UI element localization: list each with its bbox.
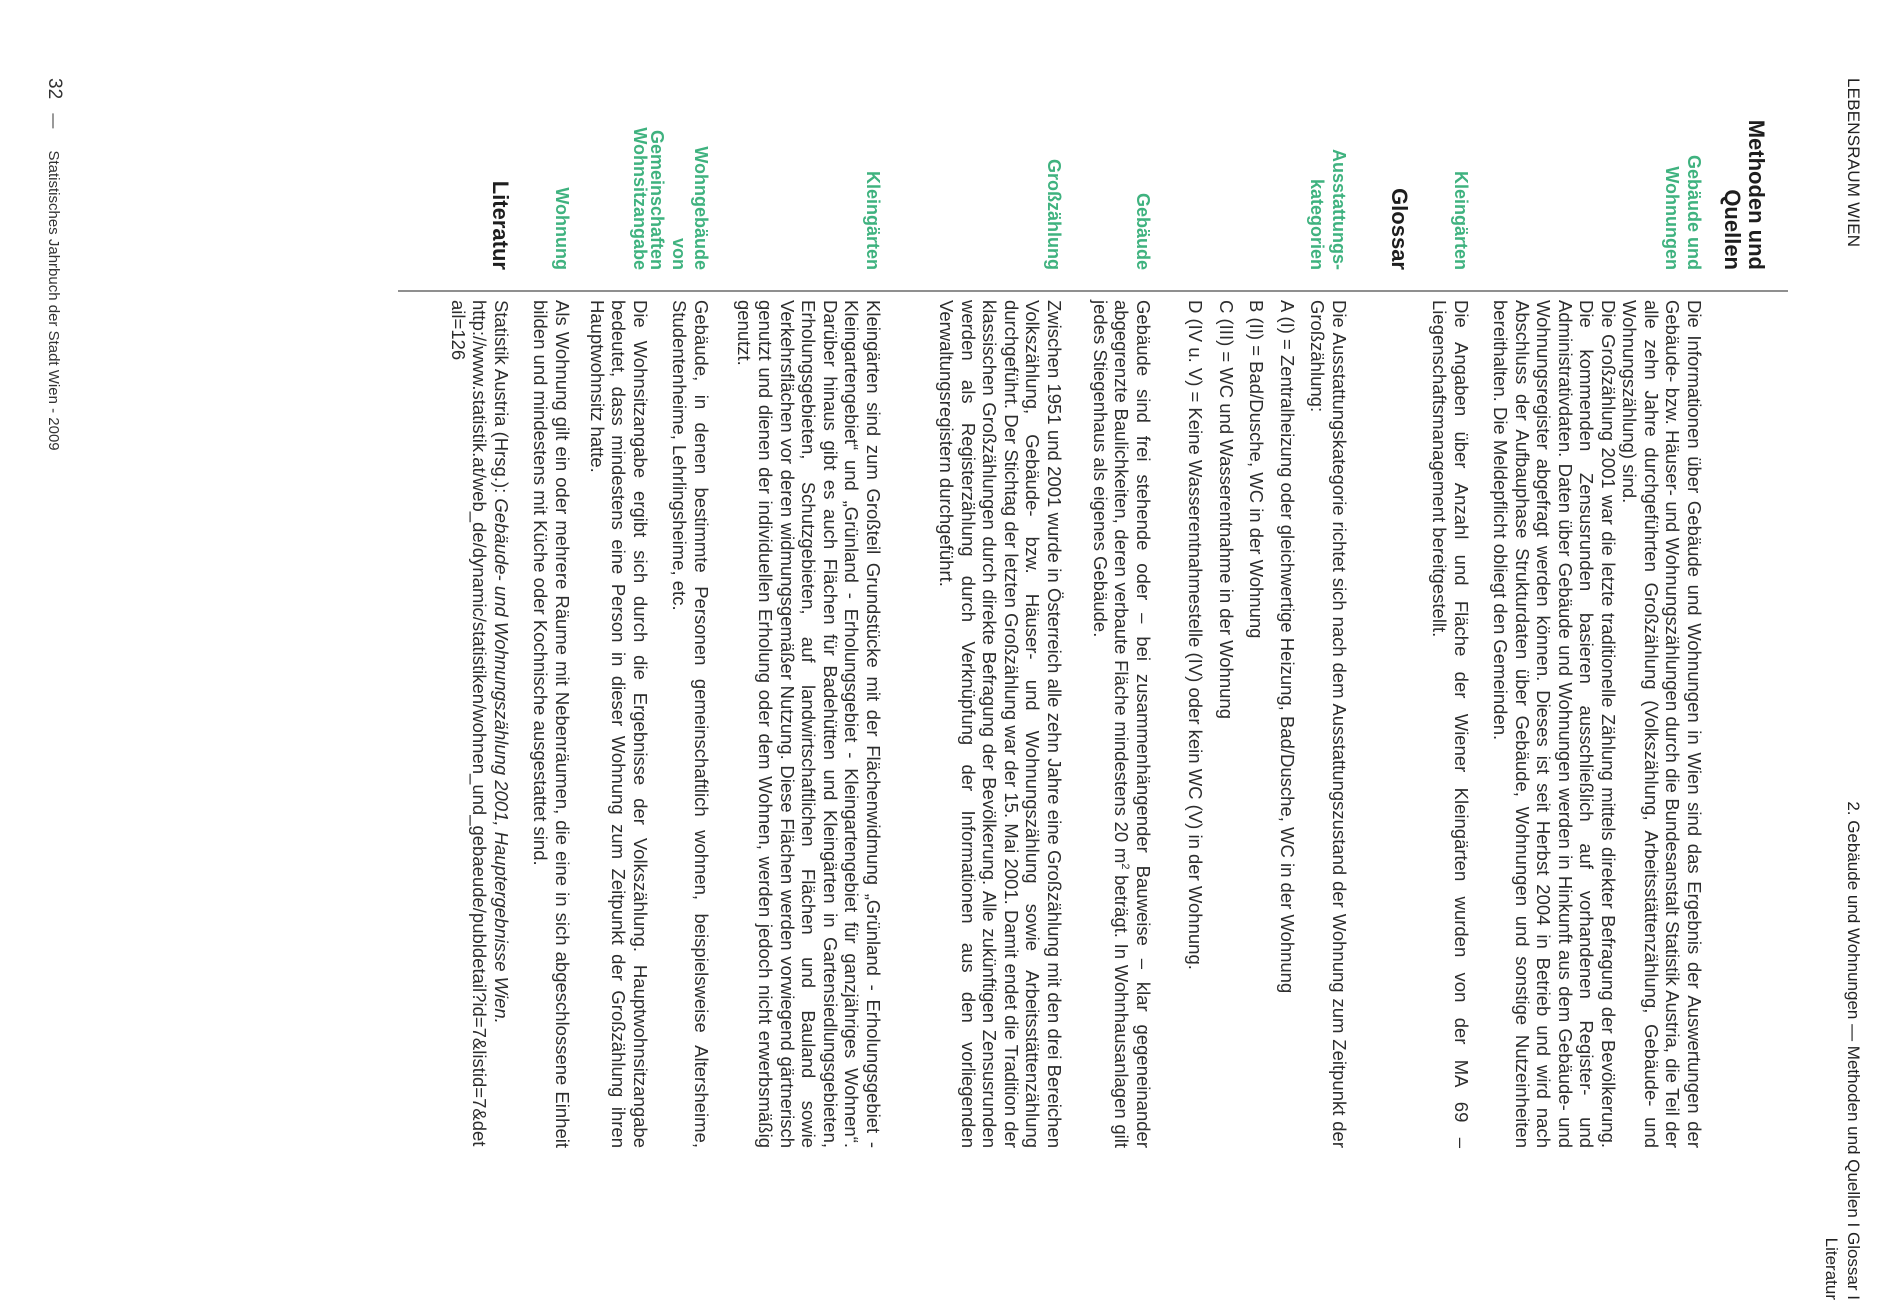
kategorie-b: B (II) = Bad/Dusche, WC in der Wohnung xyxy=(1246,300,1268,639)
ausstattung-intro: Die Ausstattungskategorie richtet sich nach dem Ausstattungszustand der Wohnung zum Zeitpunkt der Großzählung: xyxy=(1307,300,1350,1148)
kategorie-d: D (IV u. V) = Keine Wasserentnahmestelle (IV) oder kein WC (V) in der Wohnung. xyxy=(1185,300,1207,970)
wohngebaeude-label: Wohngebäude von Gemeinschaften xyxy=(647,129,711,270)
kategorie-a: A (I) = Zentralheizung oder gleichwertige Heizung, Bad/Dusche, WC in der Wohnung xyxy=(1277,300,1298,994)
gebaeude-text-part1: Gebäude sind frei stehende oder – bei zusammenhängender Bauweise – klar gegeneinander abgegrenzte Baulichkeiten, deren verbaute Fläche mindestens 20 m xyxy=(1111,300,1154,1148)
kleingaerten-glossar-text: Kleingärten sind zum Großteil Grundstücke mit der Flächenwidmung „Grünland - Erholungsgebiet - Kleingartengebiet“ und „Grünland - Erholungsgebiet - Kleingartengebiet für ganzjähriges Wohnen“. Darüber hinaus gibt es auch Flächen für Badehütten und Kleingärten in Gartensiedlungsgebieten, Erholungsgebieten, Schutzgebieten, auf landwirtschaftlichen Flächen und Bauland sowie Verkehrsflächen vor deren widmungsgemäßer Nutzung. Diese Flächen werden vorwiegend gärtnerisch genutzt und dienen der individuellen Erholung oder dem Wohnen, werden jedoch nicht erwerbsmäßig genutzt. xyxy=(734,300,884,1148)
ausstattung-label: Ausstattungs-kategorien xyxy=(1307,149,1349,270)
separator-rule xyxy=(398,290,1788,292)
kategorie-c: C (III) = WC und Wasserentnahme in der Wohnung xyxy=(1216,300,1237,720)
ausstattung-text xyxy=(1185,300,1350,1148)
gebaeude-text-superscript: 2 xyxy=(1119,863,1132,870)
wohngebaeude-text: Gebäude, in denen bestimmte Personen gemeinschaftlich wohnen, beispielsweise Altersheime, Studentenheime, Lehrlingsheime, etc. xyxy=(669,300,712,1148)
kleingaerten-label: Kleingärten xyxy=(1451,170,1471,270)
footer-dash: — xyxy=(45,113,62,129)
gebaeude-text-part2: beträgt. In Wohnhausanlagen gilt jedes Stiegenhaus als eigenes Gebäude. xyxy=(1090,300,1133,1148)
wohnung-label: Wohnung xyxy=(552,187,572,270)
gebaeude-paragraph-2: Die Großzählung 2001 war die letzte traditionelle Zählung mittels direkter Befragung der Bevölkerung. Die kommenden Zensusrunden basieren ausschließlich auf vorhandenen Register- und Administrativdaten. Daten über Gebäude und Wohnungen werden in Hinkunft aus dem Gebäude- und Wohnungsregister abgefragt werden können. Dieses ist seit Herbst 2004 in Betrieb und wird nach Abschluss der Aufbauphase Strukturdaten über Gebäude, Wohnungen und sonstige Nutzeinheiten bereithalten. Die Meldepflicht obliegt den Gemeinden. xyxy=(1490,300,1619,1148)
publication-name: Statistisches Jahrbuch der Stadt Wien - 2009 xyxy=(45,150,62,451)
gebaeude-wohnungen-label: Gebäude und Wohnungen xyxy=(1662,154,1704,270)
literatur-url-link[interactable]: http://www.statistik.at/web_de/dynamic/statistiken/wohnen_und_gebaeude/publdetail?id=7&listid=7&detail=126 xyxy=(448,300,491,1147)
header-chapter-path: 2. Gebäude und Wohnungen — Methoden und Quellen I Glossar I Literatur xyxy=(1822,801,1863,1300)
literatur-title: Literatur xyxy=(488,180,513,270)
wohnsitzangabe-text: Die Wohnsitzangabe ergibt sich durch die Ergebnisse der Volkszählung. Hauptwohnsitzangabe bedeutet, dass mindestens eine Person in dieser Wohnung zum Zeitpunkt der Großzählung ihren Hauptwohnsitz hatte. xyxy=(587,300,651,1148)
gebaeude-wohnungen-text xyxy=(1490,300,1705,1148)
page-number: 32 xyxy=(44,78,65,100)
gebaeude-text xyxy=(1090,300,1155,1148)
grosszaehlung-label: Großzählung xyxy=(1044,159,1064,270)
kleingaerten-glossar-label: Kleingärten xyxy=(863,170,883,270)
methoden-title: Methoden und Quellen xyxy=(1720,119,1769,270)
header-section-title: LEBENSRAUM WIEN xyxy=(1844,78,1863,248)
gebaeude-label: Gebäude xyxy=(1133,192,1153,270)
literatur-title-italic: Gebäude- und Wohnungszählung 2001, Hauptergebnisse Wien. xyxy=(491,498,512,1024)
gebaeude-paragraph-1: Die Informationen über Gebäude und Wohnungen in Wien sind das Ergebnis der Auswertungen der Gebäude- bzw. Häuser- und Wohnungszählungen durch die Bundesanstalt Statistik Austria, die Teil der alle zehn Jahre durchgeführten Großzählung (Volkszählung, Arbeitsstättenzählung, Gebäude- und Wohnungszählung) sind. xyxy=(1619,300,1705,1148)
wohnung-text: Als Wohnung gilt ein oder mehrere Räume mit Nebenräumen, die eine in sich abgeschlossene Einheit bilden und mindestens mit Küche oder Kochnische ausgestattet sind. xyxy=(530,300,573,1148)
grosszaehlung-text: Zwischen 1951 und 2001 wurde in Österreich alle zehn Jahre eine Großzählung mit den drei Bereichen Volkszählung, Gebäude- bzw. Häuser- und Wohnungszählung sowie Arbeitsstättenzählung durchgeführt. Der Stichtag der letzten Großzählung war der 15. Mai 2001. Damit endet die Tradition der klassischen Großzählungen durch direkte Befragung der Bevölkerung. Alle zukünftigen Zensusrunden werden als Registerzählung durch Verknüpfung der Informationen aus den vorliegenden Verwaltungsregistern durchgeführt. xyxy=(936,300,1065,1148)
glossar-title: Glossar xyxy=(1387,188,1412,270)
literatur-prefix: Statistik Austria (Hrsg.): xyxy=(491,300,512,499)
kleingaerten-text: Die Angaben über Anzahl und Fläche der Wiener Kleingärten wurden von der MA 69 – Liegenschaftsmanagement bereitgestellt. xyxy=(1429,300,1472,1148)
wohnsitzangabe-label: Wohnsitzangabe xyxy=(630,127,650,270)
page-footer xyxy=(43,78,66,451)
literatur-text xyxy=(448,300,513,1148)
